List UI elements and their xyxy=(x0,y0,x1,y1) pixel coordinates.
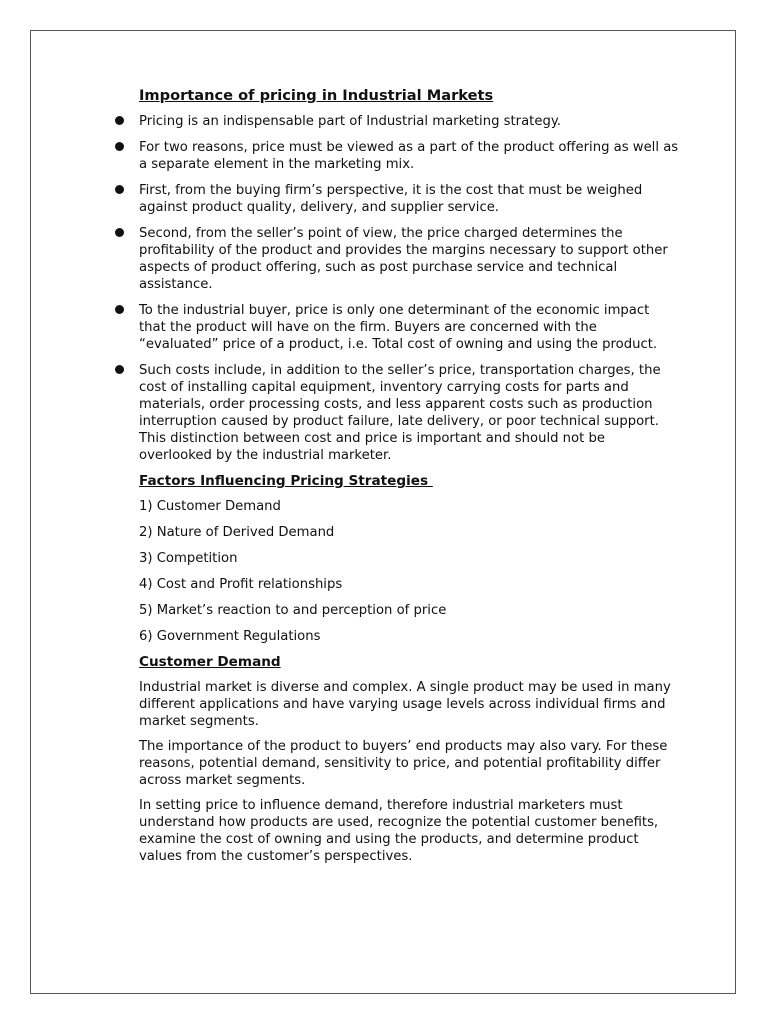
factors-list xyxy=(139,498,679,645)
bullet-text: Second, from the seller’s point of view, the price charged determines the profitability of the product and provides the margins necessary to support other aspects of product offering, such as post purchase service and technical assistance. xyxy=(139,226,668,292)
factor-item: 2) Nature of Derived Demand xyxy=(139,525,335,540)
bullet-dot-icon xyxy=(115,228,124,237)
factor-item: 3) Competition xyxy=(139,551,238,566)
bullet-item xyxy=(139,362,679,464)
bullet-dot-icon xyxy=(115,365,124,374)
bullet-text: For two reasons, price must be viewed as a part of the product offering as well as a separate element in the marketing mix. xyxy=(139,140,679,172)
bullet-dot-icon xyxy=(115,305,124,314)
factor-item: 1) Customer Demand xyxy=(139,499,281,514)
bullet-item xyxy=(139,302,679,353)
bullet-text: To the industrial buyer, price is only one determinant of the economic impact that the product will have on the firm. Buyers are concerned with the “evaluated” price of a product, i.e. Total cost of owning and using the product. xyxy=(139,303,658,352)
factor-item: 6) Government Regulations xyxy=(139,629,321,644)
factor-item: 4) Cost and Profit relationships xyxy=(139,577,343,592)
bullet-list xyxy=(139,113,679,464)
factor-item: 5) Market’s reaction to and perception of price xyxy=(139,603,447,618)
bullet-item xyxy=(139,139,679,173)
customer-demand-heading: Customer Demand xyxy=(139,654,281,670)
bullet-item xyxy=(139,182,679,216)
bullet-item xyxy=(139,113,679,130)
bullet-text: Such costs include, in addition to the seller’s price, transportation charges, the cost of installing capital equipment, inventory carrying costs for parts and materials, order processing costs, and less apparent costs such as production interruption caused by product failure, late delivery, or poor technical support. This distinction between cost and price is important and should not be overlooked by the industrial marketer. xyxy=(139,363,661,463)
bullet-dot-icon xyxy=(115,185,124,194)
bullet-dot-icon xyxy=(115,142,124,151)
bullet-item xyxy=(139,225,679,293)
bullet-text: First, from the buying firm’s perspective, it is the cost that must be weighed against product quality, delivery, and supplier service. xyxy=(139,183,643,215)
bullet-text: Pricing is an indispensable part of Industrial marketing strategy. xyxy=(139,114,561,129)
bullet-dot-icon xyxy=(115,116,124,125)
document-title: Importance of pricing in Industrial Markets xyxy=(139,87,494,104)
document-content xyxy=(139,87,679,873)
document-page xyxy=(30,30,736,994)
paragraph: The importance of the product to buyers’ end products may also vary. For these reasons, potential demand, sensitivity to price, and potential profitability differ across market segments. xyxy=(139,739,668,788)
factors-heading: Factors Influencing Pricing Strategies xyxy=(139,473,433,489)
paragraph: Industrial market is diverse and complex. A single product may be used in many different applications and have varying usage levels across individual firms and market segments. xyxy=(139,680,671,729)
paragraph: In setting price to influence demand, therefore industrial marketers must understand how products are used, recognize the potential customer benefits, examine the cost of owning and using the products, and determine product values from the customer’s perspectives. xyxy=(139,798,659,864)
